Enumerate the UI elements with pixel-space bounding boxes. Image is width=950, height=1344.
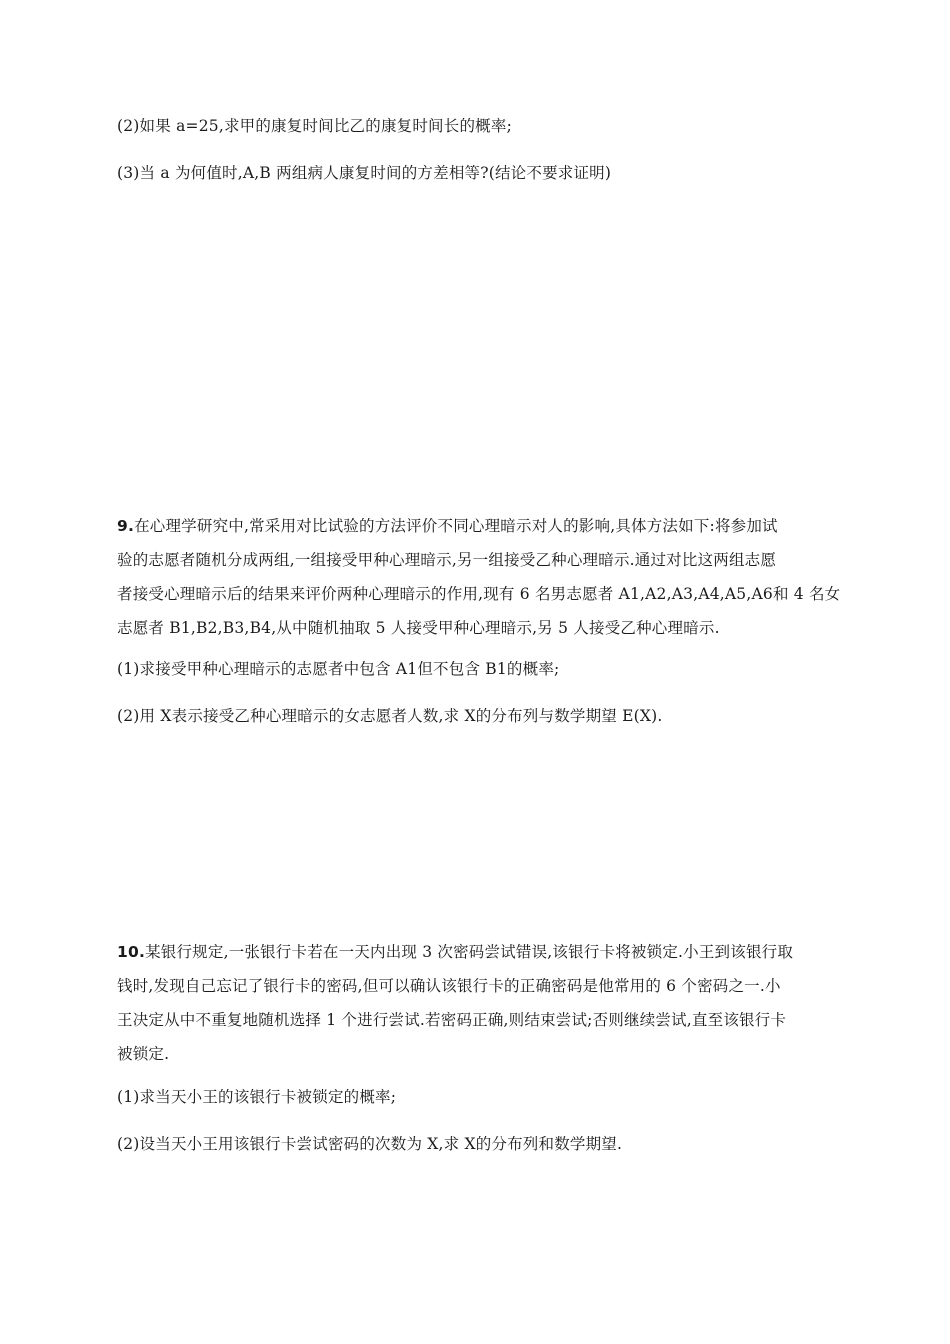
q10-line4: 被锁定. xyxy=(117,1045,170,1063)
q9-line3: 者接受心理暗示后的结果来评价两种心理暗示的作用,现有 6 名男志愿者 A1,A2,A3,A4,A5,A6和 4 名女 xyxy=(117,585,841,603)
q9-number: 9. xyxy=(117,517,135,535)
q9-line1-text: 在心理学研究中,常采用对比试验的方法评价不同心理暗示对人的影响,具体方法如下:将参加试 xyxy=(134,517,778,535)
q10-line1 xyxy=(117,942,793,962)
q9-line4: 志愿者 B1,B2,B3,B4,从中随机抽取 5 人接受甲种心理暗示,另 5 人接受乙种心理暗示. xyxy=(117,619,720,637)
q8-part3: (3)当 a 为何值时,A,B 两组病人康复时间的方差相等?(结论不要求证明) xyxy=(117,164,612,182)
q8-part2: (2)如果 a=25,求甲的康复时间比乙的康复时间长的概率; xyxy=(117,117,512,135)
q9-part1: (1)求接受甲种心理暗示的志愿者中包含 A1但不包含 B1的概率; xyxy=(117,660,560,678)
q9-line2: 验的志愿者随机分成两组,一组接受甲种心理暗示,另一组接受乙种心理暗示.通过对比这两组志愿 xyxy=(117,551,777,569)
q10-part2: (2)设当天小王用该银行卡尝试密码的次数为 X,求 X的分布列和数学期望. xyxy=(117,1135,623,1153)
q10-line1-text: 某银行规定,一张银行卡若在一天内出现 3 次密码尝试错误,该银行卡将被锁定.小王到该银行取 xyxy=(145,943,794,961)
q10-line3: 王决定从中不重复地随机选择 1 个进行尝试.若密码正确,则结束尝试;否则继续尝试,直至该银行卡 xyxy=(117,1011,787,1029)
q10-line2: 钱时,发现自己忘记了银行卡的密码,但可以确认该银行卡的正确密码是他常用的 6 个密码之一.小 xyxy=(117,977,781,995)
q10-number: 10. xyxy=(117,943,146,961)
q9-part2: (2)用 X表示接受乙种心理暗示的女志愿者人数,求 X的分布列与数学期望 E(X). xyxy=(117,707,663,725)
q9-line1 xyxy=(117,516,778,536)
q10-part1: (1)求当天小王的该银行卡被锁定的概率; xyxy=(117,1088,397,1106)
